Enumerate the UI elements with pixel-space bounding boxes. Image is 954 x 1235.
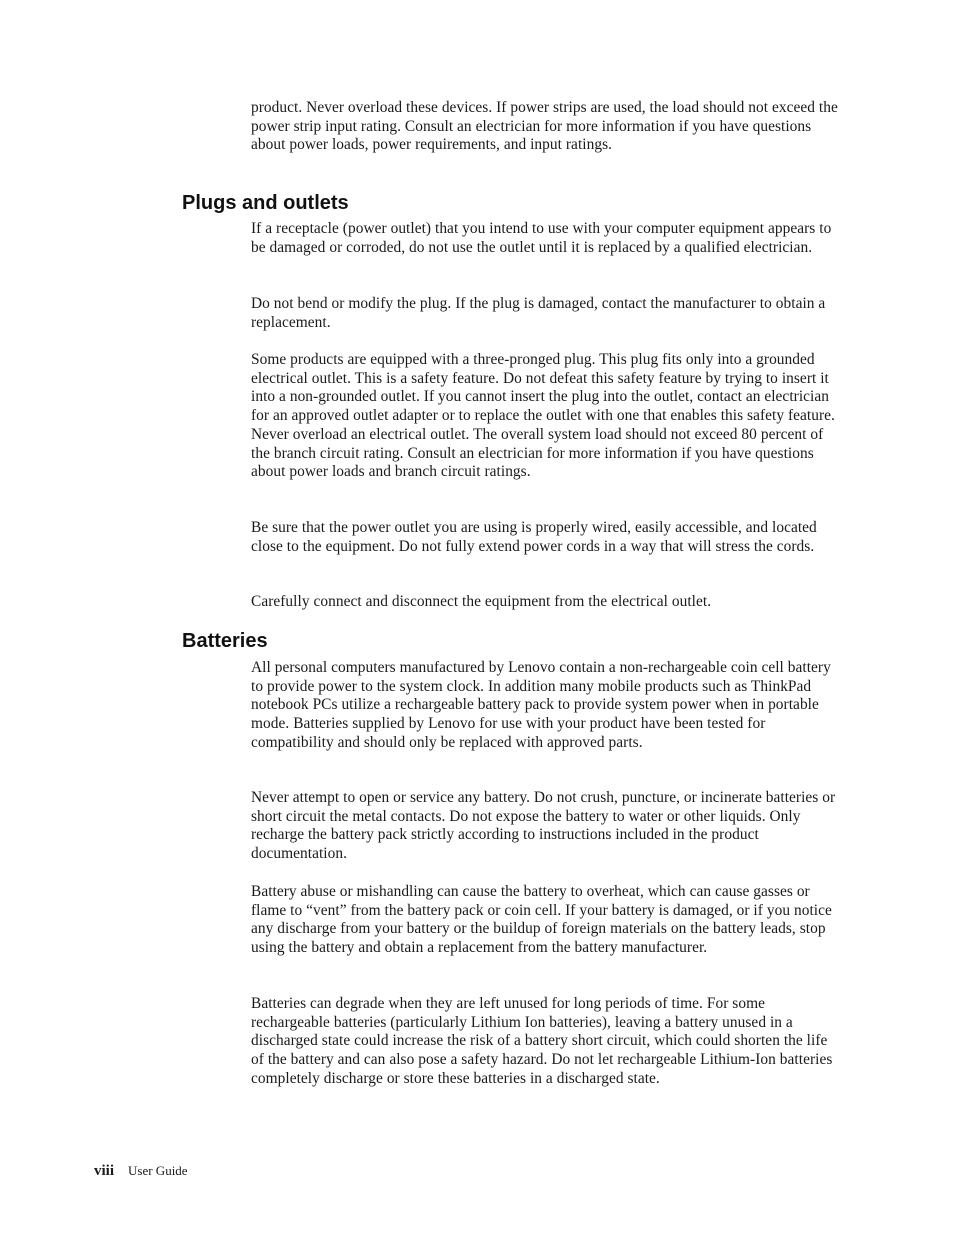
- plugs-paragraph: Be sure that the power outlet you are using is properly wired, easily accessible, and located close to the equipment. Do not fully extend power cords in a way that will stress the cords.: [251, 519, 817, 555]
- section-heading-batteries: Batteries: [182, 630, 268, 652]
- plugs-paragraph: Some products are equipped with a three-pronged plug. This plug fits only into a grounded electrical outlet. This is a safety feature. Do not defeat this safety feature by trying to insert it into a non-grounded outlet. If you cannot insert the plug into the outlet, contact an electrician for an approved outlet adapter or to replace the outlet with one that enables this safety feature. Never overload an electrical outlet. The overall system load should not exceed 80 percent of the branch circuit rating. Consult an electrician for more information if you have questions about power loads and branch circuit ratings.: [251, 351, 835, 481]
- batteries-paragraph: Never attempt to open or service any battery. Do not crush, puncture, or incinerate batteries or short circuit the metal contacts. Do not expose the battery to water or other liquids. Only recharge the battery pack strictly according to instructions included in the product documentation.: [251, 789, 836, 863]
- page-footer: [94, 1162, 188, 1180]
- plugs-paragraph: Do not bend or modify the plug. If the plug is damaged, contact the manufacturer to obtain a replacement.: [251, 295, 826, 331]
- section-heading-plugs-and-outlets: Plugs and outlets: [182, 192, 349, 214]
- document-title: User Guide: [128, 1163, 188, 1178]
- batteries-paragraph: Battery abuse or mishandling can cause the battery to overheat, which can cause gasses or flame to “vent” from the battery pack or coin cell. If your battery is damaged, or if you notice any discharge from your battery or the buildup of foreign materials on the battery leads, stop using the battery and obtain a replacement from the battery manufacturer.: [251, 883, 832, 957]
- batteries-paragraph: All personal computers manufactured by Lenovo contain a non-rechargeable coin cell battery to provide power to the system clock. In addition many mobile products such as ThinkPad notebook PCs utilize a rechargeable battery pack to provide system power when in portable mode. Batteries supplied by Lenovo for use with your product have been tested for compatibility and should only be replaced with approved parts.: [251, 659, 831, 751]
- plugs-paragraph: If a receptacle (power outlet) that you intend to use with your computer equipment appears to be damaged or corroded, do not use the outlet until it is replaced by a qualified electrician.: [251, 220, 832, 256]
- intro-paragraph: product. Never overload these devices. If power strips are used, the load should not exceed the power strip input rating. Consult an electrician for more information if you have questions about power loads, power requirements, and input ratings.: [251, 99, 838, 154]
- batteries-paragraph: Batteries can degrade when they are left unused for long periods of time. For some rechargeable batteries (particularly Lithium Ion batteries), leaving a battery unused in a discharged state could increase the risk of a battery short circuit, which could shorten the life of the battery and can also pose a safety hazard. Do not let rechargeable Lithium-Ion batteries completely discharge or store these batteries in a discharged state.: [251, 995, 833, 1087]
- page-number: viii: [94, 1163, 115, 1179]
- plugs-paragraph: Carefully connect and disconnect the equipment from the electrical outlet.: [251, 593, 712, 610]
